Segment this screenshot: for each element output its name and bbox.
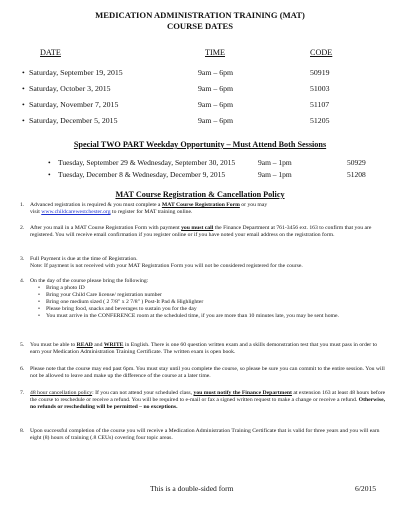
time-cell: 9am – 6pm — [198, 116, 234, 125]
item-number: 2. — [20, 225, 25, 231]
read-emphasis: READ — [76, 342, 93, 348]
write-emphasis: WRITE — [103, 342, 124, 348]
bullet-icon: • — [22, 68, 25, 77]
date-cell: Saturday, October 3, 2015 — [29, 84, 111, 93]
document-page: MEDICATION ADMINISTRATION TRAINING (MAT) COURSE DATES DATE TIME CODE • Saturday, September 19, 2015 9am – 6pm 50919 • Saturday, October 3, 2015 9am – 6pm 51003 • Saturday, November 7, 2015 9am – 6pm 51107 • Saturday, December 5, 2015 9am – 6pm 51205 Special TWO PART Weekday Opportunity – Must Attend Both Sessions • Tuesday, September 29 & Wednesday, September 30, 2015 9am – 1pm 50929 • Tuesday, December 8 & Wednesday, December 9, 2015 9am – 1pm 51208 MAT Course Registration & Cancellation Policy 1. Advanced registration is required & you must complete a MAT Course Registration Form or you may visit www.childcarewestchester.org to register for MAT training online. 2. After you mail in a MAT Course Registration Form with payment you must call the Finance Department at 761-3456 ext. 163 to confirm that you are registered. You will receive email confirmation if you register online or if you have noted your email address on the registration form. 3. Full Payment is due at the time of Registration. Note: If payment is not received with your MAT Registration Form you will not be considered registered for the course. 4. On the day of the course please bring the following: • Bring a photo ID • Bring your Child Care license/ registration number • Bring one medium sized ( 2 7/8" x 2 7/8" ) Post-It Pad & Highlighter • Please bring food, snacks and beverages to sustain you for the day • You must arrive in the CONFERENCE room at the scheduled time, if you are more than 10 minutes late, you may be sent home. 5. You must be able to READ and WRITE in English. There is one 60 question written exam and a skills demonstration test that you must pass in order to earn your Medication Administration Training Certificate. The written exam is open book. 6. Please note that the course may end past 6pm. You must stay until you complete the course, so please be sure you can commit to the entire session. You will not be allowed to leave and make up the difference of the course at a later time. 7. 48 hour cancellation policy: If you can not attend your scheduled class, you must notify the Finance Department at extension 163 at least 48 hours before the course to reschedule or receive a refund. You will be required to e-mail or fax a signed written request to make a change or receive a refund. Otherwise, no refunds or rescheduling will be permitted – no exceptions. 8. Upon successful completion of the course you will receive a Medication Administration Training Certificate that is valid for three years and you will earn eight (8) hours of training (.8 CEUs) covering four topic areas. This is a double-sided form 6/2015 — [0, 0, 400, 518]
notify-finance-emphasis: you must notify the Finance Department — [193, 390, 292, 396]
list-item: • Bring your Child Care license/ registration number — [30, 292, 386, 299]
bullet-icon: • — [22, 100, 25, 109]
policy-title: MAT Course Registration & Cancellation Policy — [115, 190, 285, 199]
code-cell: 50919 — [310, 68, 330, 77]
date-row — [0, 68, 400, 80]
must-call-emphasis: you must call — [181, 225, 214, 231]
code-cell: 51205 — [310, 116, 330, 125]
special-date-cell: Tuesday, September 29 & Wednesday, September 30, 2015 — [58, 158, 236, 167]
bullet-icon: • — [22, 84, 25, 93]
date-cell: Saturday, December 5, 2015 — [29, 116, 118, 125]
list-item: • Bring a photo ID — [30, 285, 386, 292]
doc-title-line1: MEDICATION ADMINISTRATION TRAINING (MAT) — [95, 10, 305, 20]
cancellation-policy-label: 48 hour cancellation policy — [30, 390, 93, 396]
time-cell: 9am – 6pm — [198, 100, 234, 109]
registration-form-name: MAT Course Registration Form — [161, 202, 240, 208]
special-session-title: Special TWO PART Weekday Opportunity – Must Attend Both Sessions — [73, 140, 327, 149]
list-item: • Please bring food, snacks and beverages to sustain you for the day — [30, 306, 386, 313]
item-number: 1. — [20, 202, 25, 208]
date-row — [0, 84, 400, 96]
special-date-cell: Tuesday, December 8 & Wednesday, December 9, 2015 — [58, 170, 226, 179]
code-cell: 51107 — [310, 100, 330, 109]
bullet-icon: • — [22, 116, 25, 125]
col-header-date: DATE — [40, 48, 61, 57]
double-sided-note: This is a double-sided form — [150, 484, 234, 493]
bring-list — [30, 285, 386, 320]
item-number: 8. — [20, 428, 25, 434]
bullet-icon: • — [48, 158, 51, 167]
doc-title-line2: COURSE DATES — [167, 21, 233, 31]
revision-date: 6/2015 — [355, 484, 377, 493]
date-cell: Saturday, September 19, 2015 — [29, 68, 123, 77]
special-code-cell: 50929 — [347, 158, 366, 167]
code-cell: 51003 — [310, 84, 330, 93]
time-cell: 9am – 6pm — [198, 68, 234, 77]
item-number: 4. — [20, 278, 25, 284]
item-number: 6. — [20, 366, 25, 372]
list-item: • You must arrive in the CONFERENCE room at the scheduled time, if you are more than 10 minutes late, you may be sent home. — [30, 313, 386, 320]
date-cell: Saturday, November 7, 2015 — [29, 100, 119, 109]
time-cell: 9am – 6pm — [198, 84, 234, 93]
special-code-cell: 51208 — [347, 170, 366, 179]
item-number: 3. — [20, 256, 25, 262]
list-item: • Bring one medium sized ( 2 7/8" x 2 7/8" ) Post-It Pad & Highlighter — [30, 299, 386, 306]
item-number: 5. — [20, 342, 25, 348]
bullet-icon: • — [48, 170, 51, 179]
item-number: 7. — [20, 390, 25, 396]
col-header-time: TIME — [205, 48, 226, 57]
special-time-cell: 9am – 1pm — [258, 158, 292, 167]
date-row — [0, 116, 400, 128]
date-row — [0, 100, 400, 112]
registration-website-link[interactable]: www.childcarewestchester.org — [41, 209, 111, 216]
no-refunds-emphasis: Otherwise, no refunds or rescheduling will be permitted – no exceptions. — [30, 397, 386, 411]
special-time-cell: 9am – 1pm — [258, 170, 292, 179]
col-header-code: CODE — [310, 48, 333, 57]
